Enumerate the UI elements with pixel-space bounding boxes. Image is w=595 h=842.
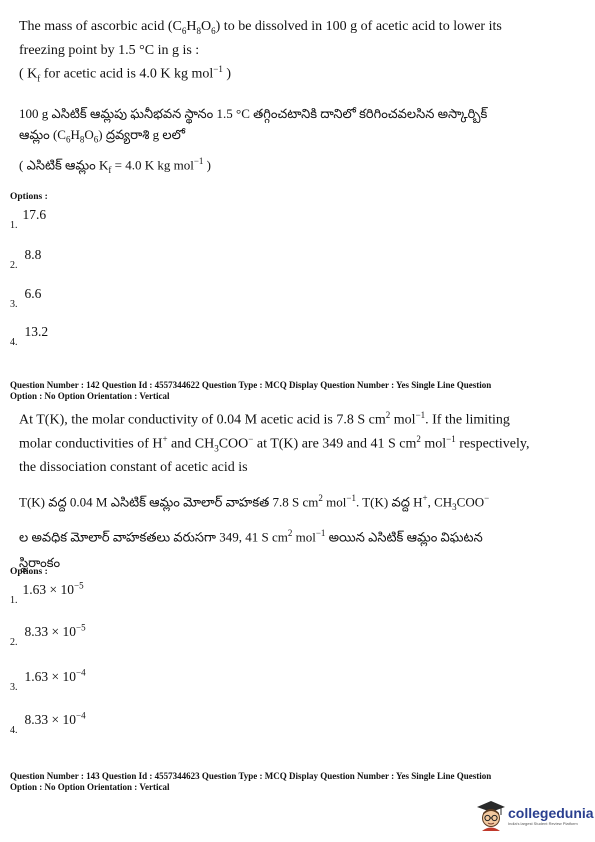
q141-english-line: ( $K_f$ for acetic acid is 4.0 K kg mol$^{-1}$ ) (19, 63, 232, 84)
q142-meta-line: Question Number : 142 Question Id : 4557344622 Question Type : MCQ Display Question Number : Yes Single Line Question (10, 380, 492, 390)
q142-options-label: Options : (10, 567, 48, 577)
option-number: 1. (10, 594, 18, 606)
q141-option-4[interactable] (10, 323, 49, 348)
q142-english-line: the dissociation constant of acetic acid is (19, 460, 248, 476)
q141-telugu-line: ( ఎసిటిక్ ఆమ్లం $K_f = 4.0$ K kg mol$^{-1}$ ) (19, 155, 212, 175)
q141-options-label: Options : (10, 192, 48, 202)
q141-english-text (19, 17, 579, 88)
q142-telugu-line: T(K) వద్ద 0.04 M ఎసిటిక్ ఆమ్లం మోలార్ వాహకత 7.8 S $cm^2$ mol$^{-1}$. T(K) వద్ద H+, $CH_3COO^-$ (19, 493, 490, 512)
option-value: $8.33 \times 10^{-5}$ (24, 622, 86, 639)
q142-english-line: At T(K), the molar conductivity of 0.04 M acetic acid is 7.8 S $cm^2$ mol$^{-1}$. If the limiting (19, 410, 510, 428)
q142-english-line: molar conductivities of H+ and $CH_3COO^-$ at T(K) are 349 and 41 S $cm^2$ mol$^{-1}$ respectively, (19, 433, 530, 454)
option-value: 13.2 (24, 324, 49, 339)
q142-option-1[interactable] (10, 580, 84, 606)
option-value: 8.8 (24, 247, 42, 262)
option-number: 3. (10, 681, 18, 693)
q141-english-line: The mass of ascorbic acid $(C_6H_8O_6)$ to be dissolved in 100 g of acetic acid to lower its (19, 19, 502, 36)
q141-english-line: freezing point by 1.5 °C in g is : (19, 42, 200, 58)
q141-option-3[interactable] (10, 285, 42, 310)
q141-telugu-text (19, 103, 584, 181)
q142-option-4[interactable] (10, 710, 86, 736)
q141-telugu-line: ఆమ్లం $(C_6H_8O_6)$ ద్రవ్యరాశి g లలో (19, 127, 186, 145)
option-value: $1.63 \times 10^{-4}$ (24, 667, 86, 684)
graduate-mascot-icon (476, 800, 506, 832)
q141-telugu-line: 100 g ఎసిటిక్ ఆమ్లపు ఘనీభవన స్థానం 1.5 °C తగ్గించటానికి దానిలో కరిగించవలసిన అస్కార్బిక్ (19, 106, 488, 121)
q142-telugu-text (19, 485, 584, 576)
option-number: 4. (10, 724, 18, 736)
option-number: 2. (10, 636, 18, 648)
option-number: 2. (10, 260, 18, 271)
q143-meta-line: Option : No Option Orientation : Vertical (10, 782, 170, 792)
q142-english-text (19, 406, 584, 477)
option-value: $8.33 \times 10^{-4}$ (24, 710, 86, 727)
option-value: 17.6 (22, 207, 47, 222)
option-number: 3. (10, 299, 18, 310)
q142-telugu-line: స్థిరాంకం (19, 555, 61, 571)
q143-meta (10, 771, 590, 793)
q143-meta-line: Question Number : 143 Question Id : 4557344623 Question Type : MCQ Display Question Number : Yes Single Line Question (10, 771, 492, 781)
q141-option-2[interactable] (10, 246, 42, 271)
q142-telugu-line: ల అవధిక మోలార్ వాహకతలు వరుసగా 349, 41 S $cm^2$ mol$^{-1}$ అయిన ఎసిటిక్ ఆమ్లం విఘటన (19, 527, 483, 545)
option-number: 4. (10, 337, 18, 348)
brand-logo (476, 800, 594, 832)
q142-option-2[interactable] (10, 622, 86, 648)
q142-meta (10, 380, 590, 402)
brand-tagline: India's largest Student Review Platform (508, 820, 578, 826)
brand-name: collegedunia (508, 804, 594, 821)
q142-option-3[interactable] (10, 667, 86, 693)
option-value: 6.6 (24, 286, 42, 301)
option-value: $1.63 \times 10^{-5}$ (22, 580, 84, 597)
q142-meta-line: Option : No Option Orientation : Vertical (10, 391, 170, 401)
q141-option-1[interactable] (10, 206, 47, 231)
option-number: 1. (10, 220, 18, 231)
